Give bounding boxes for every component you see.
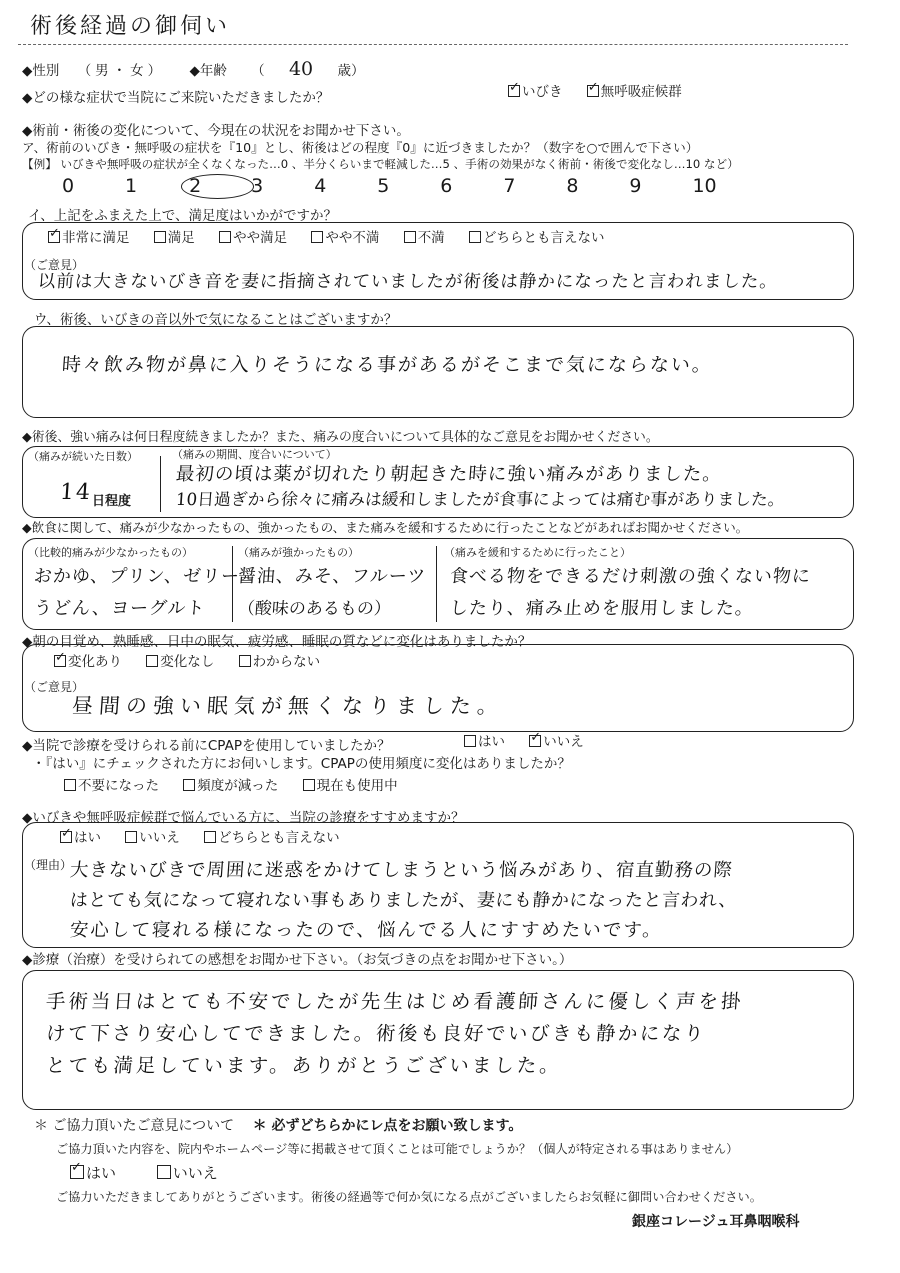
food-col2-line-1[interactable]: 醤油、みそ、フルーツ: [237, 566, 427, 587]
gender-value[interactable]: （男・女）: [77, 63, 166, 79]
checkbox-icon[interactable]: [303, 779, 315, 791]
food-col2-label: （痛みが強かったもの）: [238, 546, 359, 559]
recommend-reason-line-1[interactable]: 大きないびきで周囲に迷惑をかけてしまうという悩みがあり、宿直勤務の際: [69, 860, 734, 881]
footer-thanks: ご協力いただきましてありがとうございます。術後の経過等で何か気になる点がございましたらお気軽に御問い合わせください。: [56, 1190, 762, 1204]
checkbox-icon[interactable]: [587, 85, 599, 97]
recommend-reason-label: （理由）: [24, 858, 73, 872]
food-col1-label: （比較的痛みが少なかったもの）: [28, 546, 193, 559]
morning-opinion[interactable]: 昼間の強い眠気が無くなりました。: [71, 694, 505, 718]
pain-detail-line-1[interactable]: 最初の頃は薬が切れたり朝起きた時に強い痛みがありました。: [175, 464, 723, 485]
page-title: 術後経過の御伺い: [30, 14, 231, 39]
option-dissatisfied[interactable]: [404, 230, 445, 246]
option-label: 変化あり: [68, 654, 122, 670]
symptom-options: [508, 84, 682, 100]
option-still-using[interactable]: [303, 778, 398, 794]
scale-4[interactable]: 4: [314, 175, 327, 197]
morning-options: [54, 654, 320, 670]
checkbox-icon[interactable]: [469, 231, 481, 243]
option-neutral[interactable]: [469, 230, 605, 246]
checkbox-icon[interactable]: [508, 85, 520, 97]
checkbox-icon[interactable]: [464, 735, 476, 747]
scale-3[interactable]: 3: [251, 175, 264, 197]
food-question: ◆飲食に関して、痛みが少なかったもの、強かったもの、また痛みを緩和するために行ったことなどがあればお聞かせください。: [22, 520, 749, 535]
scale-2-selected[interactable]: [188, 174, 245, 199]
scale-7[interactable]: 7: [503, 175, 516, 197]
option-label: 変化なし: [160, 654, 215, 670]
consent-question: ご協力頂いた内容を、院内やホームページ等に掲載させて頂くことは可能でしょうか？（個人が特定される事はありません）: [56, 1142, 739, 1156]
option-label: 満足: [167, 230, 195, 246]
other-sound-answer[interactable]: 時々飲み物が鼻に入りそうになる事があるがそこまで気にならない。: [61, 354, 714, 376]
checkbox-icon[interactable]: [157, 1165, 171, 1179]
satisfaction-opinion-label: （ご意見）: [24, 258, 85, 272]
scale-9[interactable]: 9: [629, 175, 642, 197]
cpap-question: ◆当院で診療を受けられる前にCPAPを使用していましたか？: [22, 738, 391, 754]
pain-detail-line-2[interactable]: 10日過ぎから徐々に痛みは緩和しましたが食事によっては痛む事がありました。: [175, 489, 786, 509]
option-somewhat-dissatisfied[interactable]: [311, 230, 379, 246]
satisfaction-options: [48, 230, 604, 246]
changes-example: 【例】 いびきや無呼吸の症状が全くなくなった…0 、半分くらいまで軽減した…5 、手術の効果がなく術前・術後で変化なし…10 など）: [22, 157, 739, 171]
age-label: ◆年齢: [189, 63, 227, 79]
cpap-sub-options: [64, 778, 398, 794]
food-divider-2: [436, 546, 437, 622]
pain-days-label: （痛みが続いた日数）: [28, 450, 138, 463]
option-unknown[interactable]: [239, 654, 321, 670]
food-col2-line-2[interactable]: （酸味のあるもの）: [237, 599, 392, 619]
option-label: 頻度が減った: [197, 778, 279, 794]
option-label: いびき: [522, 84, 563, 100]
food-col1-line-1[interactable]: おかゆ、プリン、ゼリー: [33, 566, 241, 587]
age-value[interactable]: 40: [288, 58, 314, 80]
changes-question: ア、術前のいびき・無呼吸の症状を『10』とし、術後はどの程度『0』に近づきましたか？（数字を○で囲んで下さい）: [22, 140, 699, 155]
impression-line-2[interactable]: けて下さり安心してできました。術後も良好でいびきも静かになり: [45, 1022, 707, 1045]
option-consent-yes[interactable]: [70, 1164, 116, 1182]
selection-circle: 2: [181, 174, 254, 199]
checkbox-icon[interactable]: [70, 1165, 84, 1179]
checkbox-icon[interactable]: [60, 831, 72, 843]
satisfaction-opinion[interactable]: 以前は大きないびき音を妻に指摘されていましたが術後は静かになったと言われました。: [37, 272, 779, 292]
option-satisfied[interactable]: [154, 230, 195, 246]
option-label: はい: [478, 734, 505, 750]
pain-question: ◆術後、強い痛みは何日程度続きましたか？また、痛みの度合いについて具体的なご意見をお聞かせください。: [22, 430, 659, 445]
pain-days-value[interactable]: 14: [59, 480, 93, 505]
option-recommend-yes[interactable]: [60, 830, 101, 846]
option-cpap-no[interactable]: [529, 734, 584, 750]
scale-6[interactable]: 6: [440, 175, 453, 197]
option-no-change[interactable]: [146, 654, 214, 670]
consent-heading: ＊ ご協力頂いたご意見について: [34, 1118, 235, 1134]
checkbox-icon[interactable]: [204, 831, 216, 843]
option-label: いいえ: [172, 1164, 218, 1182]
food-col3-line-2[interactable]: したり、痛み止めを服用しました。: [449, 598, 755, 619]
option-label: 不満: [417, 230, 445, 246]
option-cpap-yes[interactable]: [464, 734, 505, 750]
option-label: やや不満: [325, 230, 380, 246]
scale-10[interactable]: 10: [692, 175, 717, 197]
other-sound-question: ウ、術後、いびきの音以外で気になることはございますか？: [34, 312, 398, 328]
recommend-options: [60, 830, 340, 846]
food-divider-1: [232, 546, 233, 622]
option-apnea[interactable]: [587, 84, 682, 100]
impression-question: ◆診療（治療）を受けられての感想をお聞かせ下さい。（お気づきの点をお聞かせ下さい。）: [22, 952, 573, 968]
age-unit: 歳）: [337, 63, 365, 79]
consent-options: [70, 1164, 218, 1182]
option-label: いいえ: [139, 830, 180, 846]
pain-days-unit: 日程度: [92, 494, 132, 509]
checkbox-icon[interactable]: [529, 735, 541, 747]
option-label: はい: [74, 830, 101, 846]
checkbox-icon[interactable]: [54, 655, 66, 667]
title-divider: [18, 44, 848, 45]
morning-question: ◆朝の目覚め、熟睡感、日中の眠気、疲労感、睡眠の質などに変化はありましたか？: [22, 634, 532, 650]
option-no-longer-needed[interactable]: [64, 778, 159, 794]
changes-header: ◆術前・術後の変化について、今現在の状況をお聞かせ下さい。: [22, 123, 410, 139]
symptom-question: ◆どの様な症状で当院にご来院いただきましたか？: [22, 90, 330, 106]
checkbox-icon[interactable]: [183, 779, 195, 791]
option-label: どちらとも言えない: [218, 830, 340, 846]
food-col1-line-2[interactable]: うどん、ヨーグルト: [33, 598, 207, 619]
option-label: わからない: [252, 654, 321, 670]
option-label: やや満足: [233, 230, 288, 246]
pain-divider: [160, 456, 161, 512]
option-consent-no[interactable]: [157, 1164, 218, 1182]
option-less-frequent[interactable]: [183, 778, 278, 794]
gender-label: ◆性別: [22, 63, 60, 79]
scale-5[interactable]: 5: [377, 175, 390, 197]
checkbox-icon[interactable]: [239, 655, 251, 667]
checkbox-icon[interactable]: [311, 231, 323, 243]
recommend-reason-line-3[interactable]: 安心して寝れる様になったので、悩んでる人にすすめたいです。: [69, 920, 664, 941]
checkbox-icon[interactable]: [48, 231, 60, 243]
morning-opinion-label: （ご意見）: [24, 680, 85, 694]
consent-heading-row: [34, 1118, 522, 1135]
age-open: （: [251, 63, 265, 79]
option-label: 非常に満足: [62, 230, 130, 246]
impression-line-1[interactable]: 手術当日はとても不安でしたが先生はじめ看護師さんに優しく声を掛: [45, 990, 745, 1013]
cpap-sub-question: ・『はい』にチェックされた方にお伺いします。CPAPの使用頻度に変化はありましたか？: [32, 756, 571, 772]
food-col3-label: （痛みを緩和するために行ったこと）: [444, 546, 631, 559]
checkbox-icon[interactable]: [64, 779, 76, 791]
option-label: いいえ: [543, 734, 584, 750]
option-snoring[interactable]: [508, 84, 563, 100]
option-label: 無呼吸症候群: [600, 84, 682, 100]
recommend-reason-line-2[interactable]: はとても気になって寝れない事もありましたが、妻にも静かになったと言われ、: [69, 890, 738, 911]
checkbox-icon[interactable]: [125, 831, 137, 843]
option-label: どちらとも言えない: [482, 230, 605, 246]
scale-1[interactable]: 1: [125, 175, 138, 197]
consent-heading-bold: ＊ 必ずどちらかにレ点をお願い致します。: [252, 1118, 523, 1134]
impression-line-3[interactable]: とても満足しています。ありがとうございました。: [45, 1054, 563, 1077]
checkbox-icon[interactable]: [219, 231, 231, 243]
option-somewhat-satisfied[interactable]: [219, 230, 287, 246]
checkbox-icon[interactable]: [154, 231, 166, 243]
scale-8[interactable]: 8: [566, 175, 579, 197]
pain-detail-label: （痛みの期間、度合いについて）: [172, 448, 337, 461]
recommend-question: ◆いびきや無呼吸症候群で悩んでいる方に、当院の診療をすすめますか？: [22, 810, 465, 826]
option-label: 現在も使用中: [316, 778, 398, 794]
option-recommend-neutral[interactable]: [204, 830, 340, 846]
gender-row: [22, 58, 364, 81]
option-label: 不要になった: [78, 778, 159, 794]
clinic-name: 銀座コレージュ耳鼻咽喉科: [632, 1214, 800, 1230]
option-very-satisfied[interactable]: [48, 230, 130, 246]
satisfaction-question: イ、上記をふまえた上で、満足度はいかがですか？: [28, 208, 338, 224]
cpap-options: [464, 734, 584, 750]
change-scale: [62, 174, 749, 199]
option-changed[interactable]: [54, 654, 122, 670]
option-label: はい: [86, 1164, 117, 1182]
scale-0[interactable]: 0: [62, 175, 75, 197]
checkbox-icon[interactable]: [146, 655, 158, 667]
option-recommend-no[interactable]: [125, 830, 180, 846]
food-col3-line-1[interactable]: 食べる物をできるだけ刺激の強くない物に: [449, 566, 812, 587]
checkbox-icon[interactable]: [404, 231, 416, 243]
